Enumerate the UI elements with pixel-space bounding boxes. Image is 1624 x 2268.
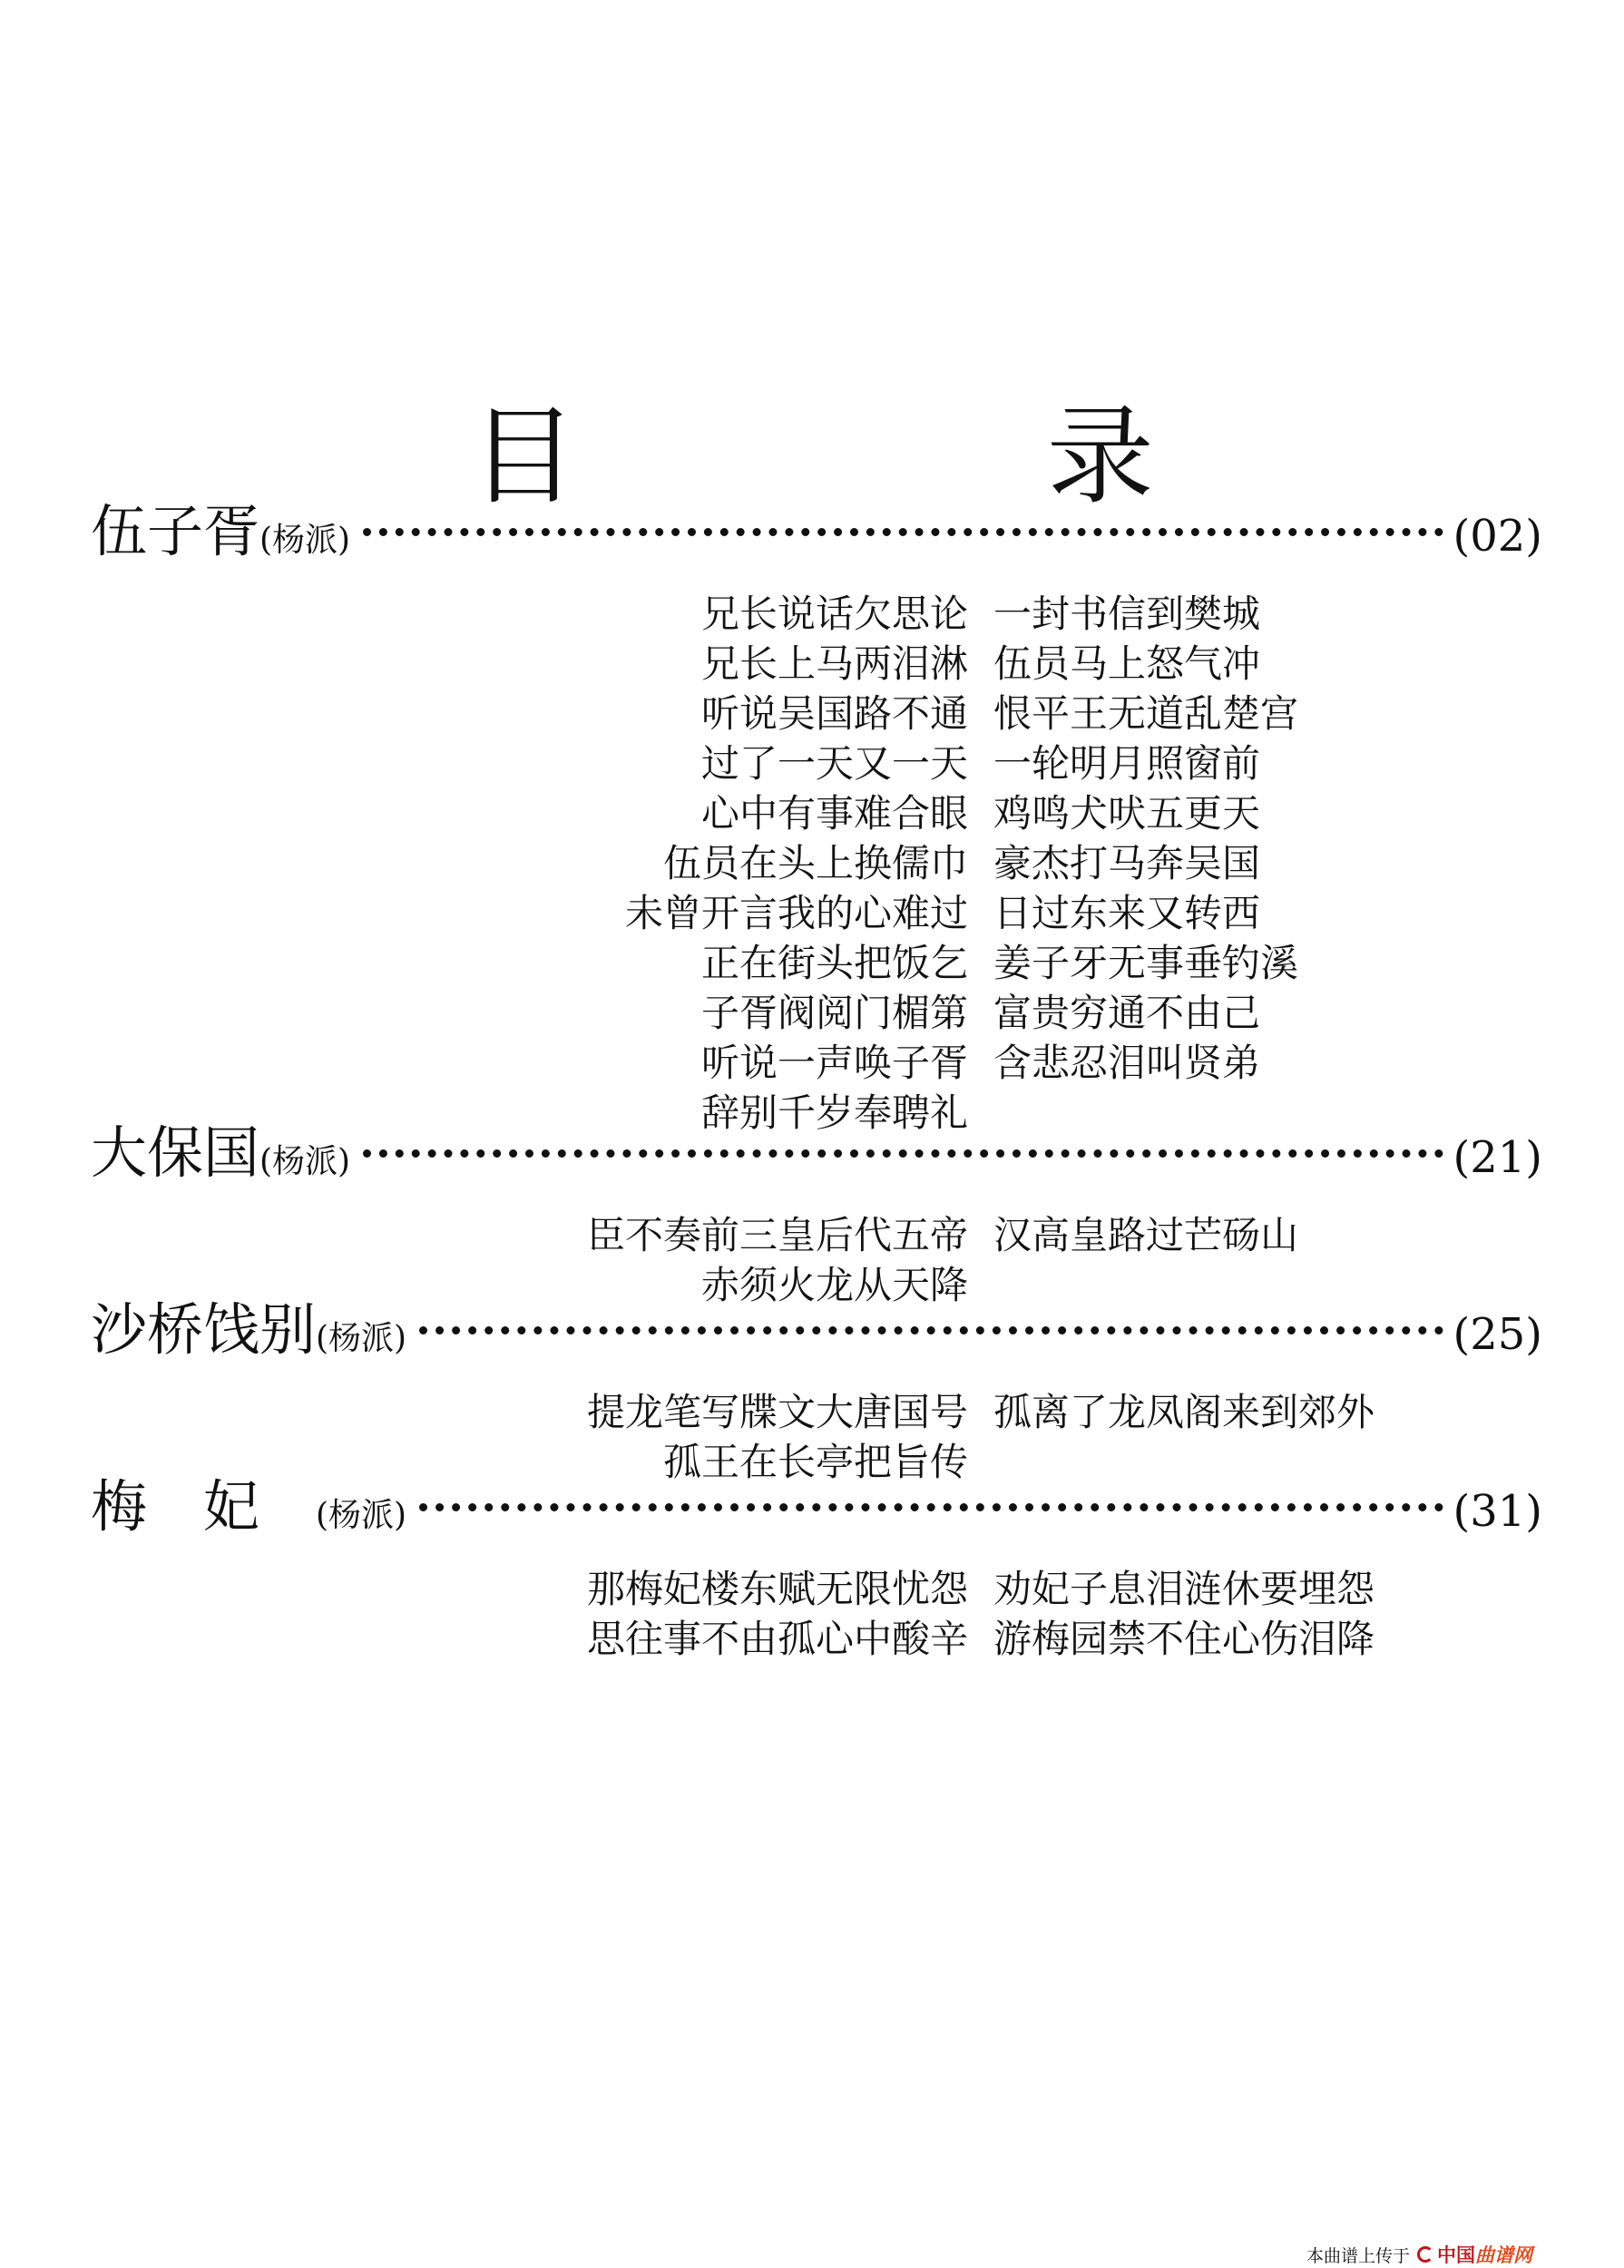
lyric-row — [91, 988, 1542, 1038]
lyric-right: 一轮明月照窗前 — [993, 740, 1261, 786]
section-tag: (杨派) — [316, 1497, 407, 1534]
lyric-left: 孤王在长亭把旨传 — [662, 1439, 968, 1484]
lyric-row — [91, 888, 1542, 938]
lyric-right: 富贵穷通不由己 — [993, 990, 1261, 1035]
lyric-right: 豪杰打马奔吴国 — [993, 840, 1261, 885]
page-title: 目 录 — [470, 394, 1372, 520]
lyric-right: 汉高皇路过芒砀山 — [993, 1212, 1299, 1257]
dot-leader — [363, 1149, 1443, 1158]
lyric-left: 思往事不由孤心中酸辛 — [586, 1616, 968, 1661]
lyric-left: 兄长上马两泪淋 — [700, 640, 968, 686]
section-title: 梅妃 — [91, 1473, 317, 1540]
lyric-left: 臣不奏前三皇后代五帝 — [586, 1212, 968, 1257]
lyric-row — [91, 689, 1542, 738]
lyric-left: 辞别千岁奉聘礼 — [700, 1090, 968, 1135]
toc-section — [91, 1296, 1542, 1487]
toc-entry-header — [91, 1296, 1542, 1383]
lyric-left: 那梅妃楼东赋无限忧怨 — [586, 1566, 968, 1611]
lyric-right: 劝妃子息泪涟休要埋怨 — [993, 1566, 1375, 1611]
logo-icon — [1417, 2246, 1433, 2263]
lyric-row — [91, 589, 1542, 639]
lyric-left: 心中有事难合眼 — [700, 790, 968, 836]
lyric-right: 伍员马上怒气冲 — [993, 640, 1261, 686]
lyric-right: 恨平王无道乱楚宫 — [993, 690, 1299, 736]
lyric-left: 提龙笔写牒文大唐国号 — [586, 1389, 968, 1434]
toc-section — [91, 1473, 1542, 1664]
lyric-right: 姜子牙无事垂钓溪 — [993, 940, 1299, 985]
lyric-row — [91, 1038, 1542, 1088]
dot-leader — [419, 1326, 1443, 1334]
page-number: (31) — [1453, 1486, 1542, 1537]
toc-entry-header — [91, 498, 1542, 585]
lyric-right: 游梅园禁不住心伤泪降 — [993, 1616, 1375, 1661]
footer-text: 本曲谱上传于 — [1306, 2245, 1411, 2266]
lyric-row — [91, 1387, 1542, 1437]
lyric-right: 孤离了龙凤阁来到郊外 — [993, 1389, 1375, 1434]
lyric-row — [91, 838, 1542, 888]
logo-main-text: 中国 — [1437, 2244, 1476, 2266]
lyric-row — [91, 938, 1542, 988]
lyric-row — [91, 1614, 1542, 1664]
toc-entry-header — [91, 1473, 1542, 1560]
lyric-left: 未曾开言我的心难过 — [624, 890, 968, 935]
section-title: 大保国 — [91, 1119, 260, 1186]
lyric-row — [91, 1210, 1542, 1260]
lyric-lines — [91, 1210, 1542, 1310]
page-number: (25) — [1453, 1309, 1542, 1360]
lyric-right: 鸡鸣犬吠五更天 — [993, 790, 1261, 836]
section-title: 沙桥饯别 — [91, 1296, 317, 1363]
dot-leader — [419, 1503, 1443, 1511]
lyric-left: 伍员在头上换儒巾 — [662, 840, 968, 885]
lyric-lines — [91, 1564, 1542, 1664]
section-tag: (杨派) — [259, 1143, 351, 1180]
lyric-left: 正在街头把饭乞 — [700, 940, 968, 985]
toc-entry-header — [91, 1119, 1542, 1207]
lyric-row — [91, 1564, 1542, 1614]
lyric-row — [91, 738, 1542, 788]
dot-leader — [363, 528, 1443, 536]
lyric-right: 含悲忍泪叫贤弟 — [993, 1040, 1261, 1085]
site-logo — [1417, 2241, 1532, 2268]
page-number: (21) — [1453, 1132, 1542, 1183]
toc-section — [91, 498, 1542, 1138]
lyric-left: 子胥阀阅门楣第 — [700, 990, 968, 1035]
lyric-left: 听说吴国路不通 — [700, 690, 968, 736]
page-number: (02) — [1453, 511, 1542, 562]
section-title: 伍子胥 — [91, 498, 260, 564]
lyric-row — [91, 639, 1542, 689]
lyric-left: 赤须火龙从天降 — [700, 1262, 968, 1307]
lyric-left: 兄长说话欠思论 — [700, 591, 968, 636]
lyric-right: 一封书信到樊城 — [993, 591, 1261, 636]
lyric-right: 日过东来又转西 — [993, 890, 1261, 935]
lyric-row — [91, 788, 1542, 838]
logo-accent-text: 曲谱网 — [1475, 2244, 1533, 2266]
lyric-lines — [91, 1387, 1542, 1487]
section-tag: (杨派) — [259, 522, 351, 559]
watermark-footer — [1306, 2241, 1532, 2268]
lyric-left: 听说一声唤子胥 — [700, 1040, 968, 1085]
lyric-left: 过了一天又一天 — [700, 740, 968, 786]
lyric-lines — [91, 589, 1542, 1138]
section-tag: (杨派) — [316, 1320, 407, 1357]
toc-section — [91, 1119, 1542, 1310]
